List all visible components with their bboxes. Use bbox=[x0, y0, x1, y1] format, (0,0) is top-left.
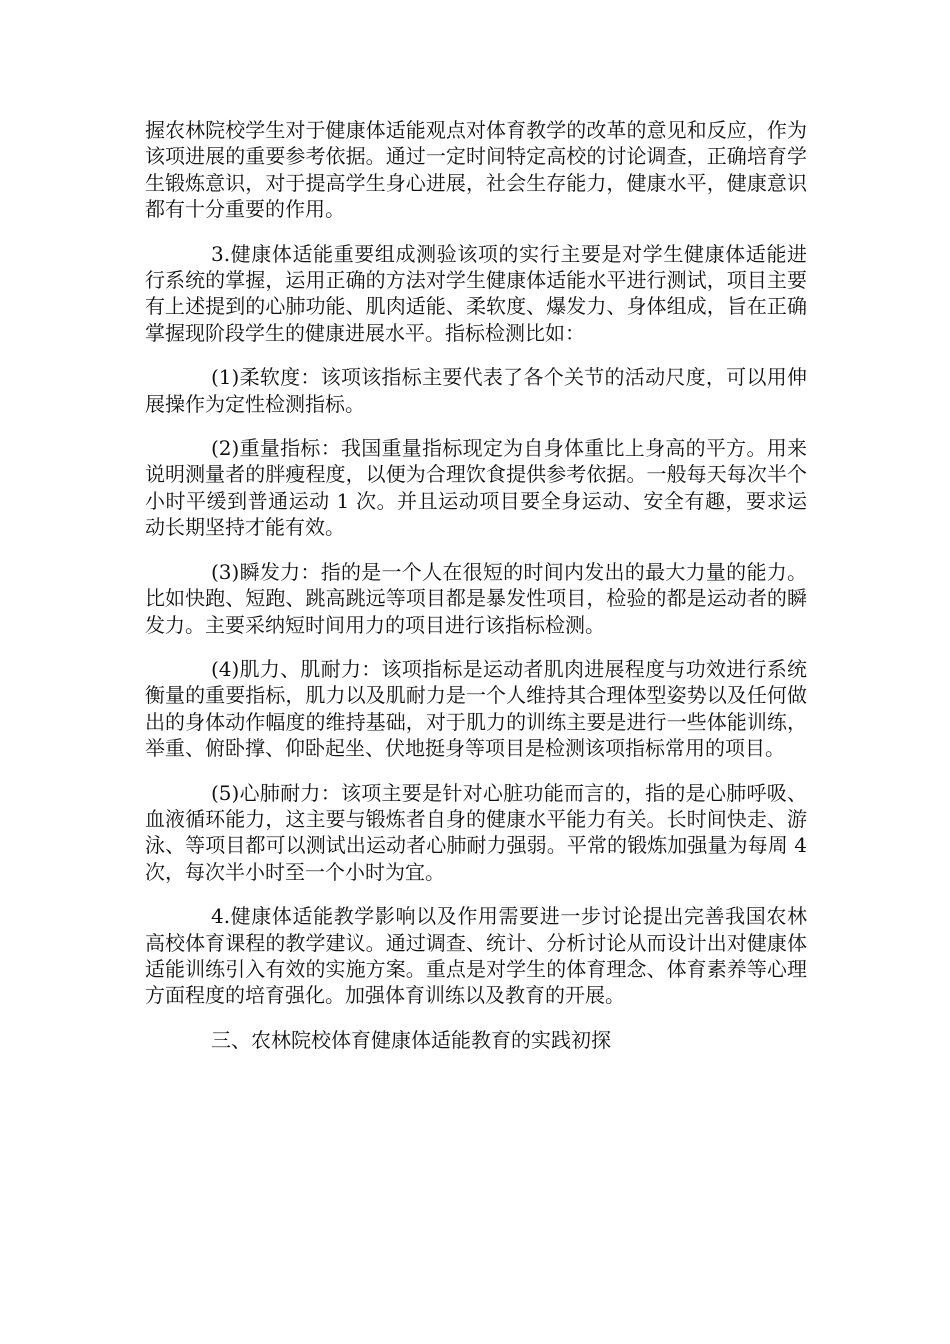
paragraph-section-3: 3.健康体适能重要组成测验该项的实行主要是对学生健康体适能进行系统的掌握，运用正确的方法对学生健康体适能水平进行测试，项目主要有上述提到的心肺功能、肌肉适能、柔软度、爆发力、身体组成，旨在正确掌握现阶段学生的健康进展水平。指标检测比如： bbox=[145, 241, 807, 345]
paragraph-item-4-muscle-strength: (4)肌力、肌耐力：该项指标是运动者肌肉进展程度与功效进行系统衡量的重要指标，肌力以及肌耐力是一个人维持其合理体型姿势以及任何做出的身体动作幅度的维持基础，对于肌力的训练主要是进行一些体能训练，举重、俯卧撑、仰卧起坐、伏地挺身等项目是检测该项指标常用的项目。 bbox=[145, 656, 807, 761]
paragraph-item-3-explosive-power: (3)瞬发力：指的是一个人在很短的时间内发出的最大力量的能力。比如快跑、短跑、跳高跳远等项目都是暴发性项目，检验的都是运动者的瞬发力。主要采纳短时间用力的项目进行该指标检测。 bbox=[145, 559, 807, 637]
paragraph-continuation: 握农林院校学生对于健康体适能观点对体育教学的改革的意见和反应，作为该项进展的重要参考依据。通过一定时间特定高校的讨论调查，正确培育学生锻炼意识，对于提高学生身心进展，社会生存能力，健康水平，健康意识都有十分重要的作用。 bbox=[145, 118, 807, 222]
paragraph-item-1-flexibility: (1)柔软度：该项该指标主要代表了各个关节的活动尺度，可以用伸展操作为定性检测指标。 bbox=[145, 365, 807, 416]
section-heading-3: 三、农林院校体育健康体适能教育的实践初探 bbox=[211, 1027, 611, 1052]
document-page bbox=[145, 117, 807, 1071]
paragraph-item-2-weight: (2)重量指标：我国重量指标现定为自身体重比上身高的平方。用来说明测量者的胖瘦程度，以便为合理饮食提供参考依据。一般每天每次半个小时平缓到普通运动 1 次。并且运动项目要全身运动、安全有趣，要求运动长期坚持才能有效。 bbox=[145, 436, 807, 540]
paragraph-item-5-cardio: (5)心肺耐力：该项主要是针对心脏功能而言的，指的是心肺呼吸、血液循环能力，这主要与锻炼者自身的健康水平能力有关。长时间快走、游泳、等项目都可以测试出运动者心肺耐力强弱。平常的锻炼加强量为每周 4 次，每次半小时至一个小时为宜。 bbox=[145, 780, 807, 884]
paragraph-section-4: 4.健康体适能教学影响以及作用需要进一步讨论提出完善我国农林高校体育课程的教学建议。通过调查、统计、分析讨论从而设计出对健康体适能训练引入有效的实施方案。重点是对学生的体育理念、体育素养等心理方面程度的培育强化。加强体育训练以及教育的开展。 bbox=[145, 904, 807, 1008]
